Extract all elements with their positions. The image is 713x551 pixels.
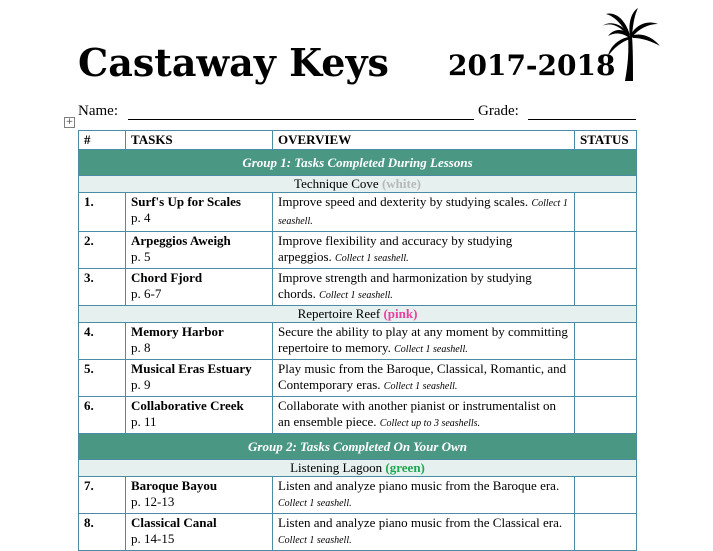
overview-cell (273, 232, 575, 269)
category-row (79, 306, 637, 323)
column-header-status: STATUS (575, 131, 637, 150)
task-pages: p. 9 (131, 377, 151, 392)
status-cell[interactable] (575, 360, 637, 397)
reward-note: Collect 1 seashell. (394, 344, 468, 355)
task-cell (126, 269, 273, 306)
category-name: Listening Lagoon (290, 460, 383, 475)
task-cell (126, 323, 273, 360)
reward-note: Collect 1 seashell. (319, 290, 393, 301)
group-header-row (79, 434, 637, 460)
task-cell (126, 397, 273, 434)
category-color-label: (pink) (383, 306, 418, 321)
task-name: Arpeggios Aweigh (131, 233, 231, 248)
student-info-fields (78, 100, 638, 122)
overview-cell (273, 477, 575, 514)
task-pages: p. 14-15 (131, 531, 175, 546)
overview-text: Improve flexibility and accuracy by studying arpeggios. (278, 233, 513, 264)
task-pages: p. 5 (131, 249, 151, 264)
status-cell[interactable] (575, 477, 637, 514)
task-name: Surf's Up for Scales (131, 194, 241, 209)
status-cell[interactable] (575, 397, 637, 434)
table-row (79, 232, 637, 269)
document-title: Castaway Keys (78, 40, 389, 85)
task-number: 3. (79, 269, 126, 306)
table-row (79, 477, 637, 514)
grade-field[interactable] (528, 119, 636, 120)
task-name: Baroque Bayou (131, 478, 218, 493)
task-pages: p. 11 (131, 414, 157, 429)
column-header-number: # (79, 131, 126, 150)
group-header-row (79, 150, 637, 176)
task-pages: p. 6-7 (131, 286, 162, 301)
name-label: Name: (78, 103, 118, 119)
task-cell (126, 514, 273, 551)
school-year: 2017-2018 (448, 49, 616, 82)
task-cell (126, 477, 273, 514)
reward-note: Collect 1 seashell. (335, 253, 409, 264)
task-name: Memory Harbor (131, 324, 224, 339)
category-cell (79, 306, 637, 323)
overview-text: Improve speed and dexterity by studying scales. (278, 194, 529, 209)
table-row (79, 323, 637, 360)
task-cell (126, 232, 273, 269)
status-cell[interactable] (575, 232, 637, 269)
overview-text: Listen and analyze piano music from the Baroque era. (278, 478, 560, 493)
status-cell[interactable] (575, 323, 637, 360)
reward-note: Collect 1 seashell. (278, 535, 352, 546)
task-number: 2. (79, 232, 126, 269)
reward-note: Collect up to 3 seashells. (379, 418, 481, 429)
task-cell (126, 193, 273, 232)
category-cell (79, 460, 637, 477)
task-name: Classical Canal (131, 515, 217, 530)
category-row (79, 460, 637, 477)
overview-cell (273, 360, 575, 397)
tasks-table (78, 130, 637, 551)
category-color-label: (white) (381, 176, 421, 191)
reward-note: Collect 1 seashell. (383, 381, 458, 392)
category-name: Repertoire Reef (297, 306, 381, 321)
task-number: 6. (79, 397, 126, 434)
table-row (79, 193, 637, 232)
overview-text: Improve strength and harmonization by studying chords. (278, 270, 532, 301)
table-header-row (79, 131, 637, 150)
move-handle-icon[interactable]: + (65, 117, 74, 127)
table-row (79, 514, 637, 551)
overview-cell (273, 193, 575, 232)
column-header-overview: OVERVIEW (273, 131, 575, 150)
task-number: 4. (79, 323, 126, 360)
overview-text: Play music from the Baroque, Classical, Romantic, and Contemporary eras. (278, 361, 567, 392)
group-title: Group 1: Tasks Completed During Lessons (79, 150, 637, 176)
overview-text: Secure the ability to play at any moment by committing repertoire to memory. (278, 324, 568, 355)
task-name: Musical Eras Estuary (131, 361, 252, 376)
category-color-label: (green) (385, 460, 425, 475)
category-row (79, 176, 637, 193)
table-row (79, 360, 637, 397)
task-number: 5. (79, 360, 126, 397)
overview-cell (273, 514, 575, 551)
status-cell[interactable] (575, 514, 637, 551)
grade-label: Grade: (478, 103, 519, 119)
table-row (79, 269, 637, 306)
task-pages: p. 4 (131, 210, 151, 225)
task-pages: p. 8 (131, 340, 151, 355)
column-header-tasks: TASKS (126, 131, 273, 150)
status-cell[interactable] (575, 269, 637, 306)
reward-note: Collect 1 seashell. (278, 198, 568, 227)
task-number: 1. (79, 193, 126, 232)
task-name: Collaborative Creek (131, 398, 244, 413)
palm-tree-icon (598, 6, 664, 82)
task-number: 7. (79, 477, 126, 514)
group-title: Group 2: Tasks Completed On Your Own (79, 434, 637, 460)
overview-text: Collaborate with another pianist or instrumentalist on an ensemble piece. (278, 398, 557, 429)
task-number: 8. (79, 514, 126, 551)
task-pages: p. 12-13 (131, 494, 175, 509)
status-cell[interactable] (575, 193, 637, 232)
reward-note: Collect 1 seashell. (278, 498, 352, 509)
category-cell (79, 176, 637, 193)
overview-cell (273, 269, 575, 306)
task-cell (126, 360, 273, 397)
name-field[interactable] (128, 119, 474, 120)
task-name: Chord Fjord (131, 270, 203, 285)
overview-cell (273, 397, 575, 434)
overview-text: Listen and analyze piano music from the Classical era. (278, 515, 563, 530)
overview-cell (273, 323, 575, 360)
table-row (79, 397, 637, 434)
category-name: Technique Cove (294, 176, 379, 191)
